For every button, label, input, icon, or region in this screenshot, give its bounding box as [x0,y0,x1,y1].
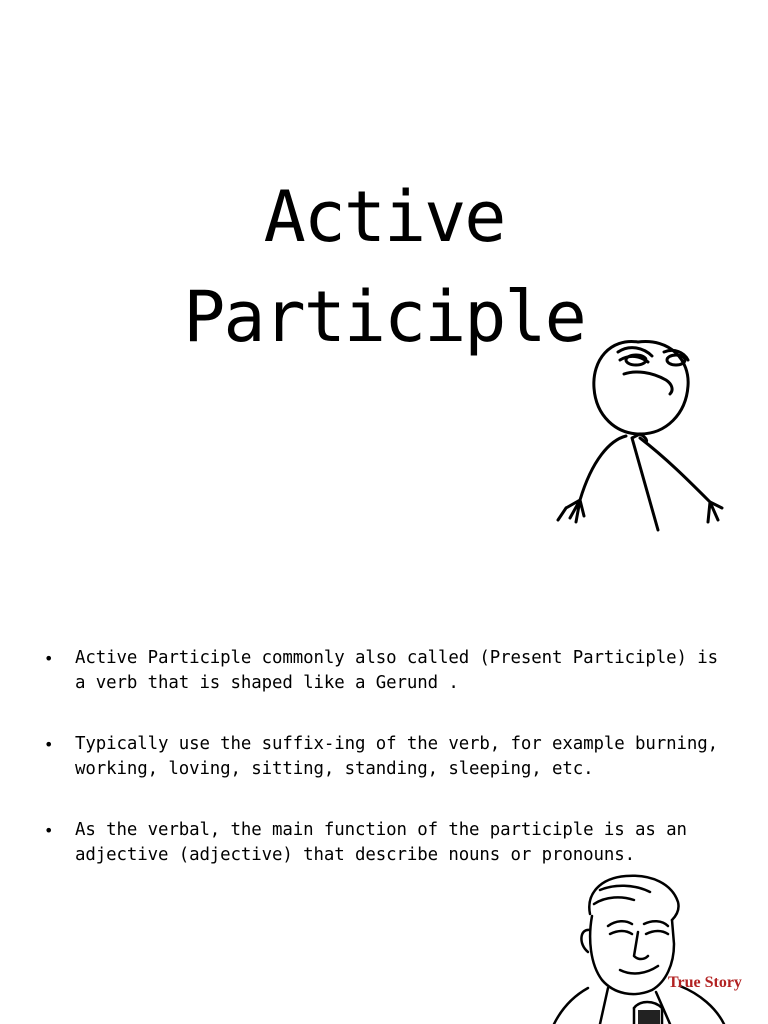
bullet-dot: • [44,735,54,754]
list-item [40,646,730,696]
bullet-dot: • [44,649,54,668]
stick-figure-meme-icon [540,330,730,540]
bullet-text: Typically use the suffix-ing of the verb, for example burning, working, loving, sitting, standing, sleeping, etc. [75,734,718,779]
list-item [40,818,730,868]
list-item [40,732,730,782]
title-line-1: Active [263,175,505,258]
bullet-dot: • [44,821,54,840]
bullet-list [40,646,730,904]
bullet-text: As the verbal, the main function of the participle is as an adjective (adjective) that describe nouns or pronouns. [75,820,687,865]
bullet-text: Active Participle commonly also called (Present Participle) is a verb that is shaped like a Gerund . [75,648,718,693]
title-line-2: Participle [183,275,585,358]
true-story-meme-icon [530,868,768,1024]
meme-caption: True Story [668,974,742,991]
